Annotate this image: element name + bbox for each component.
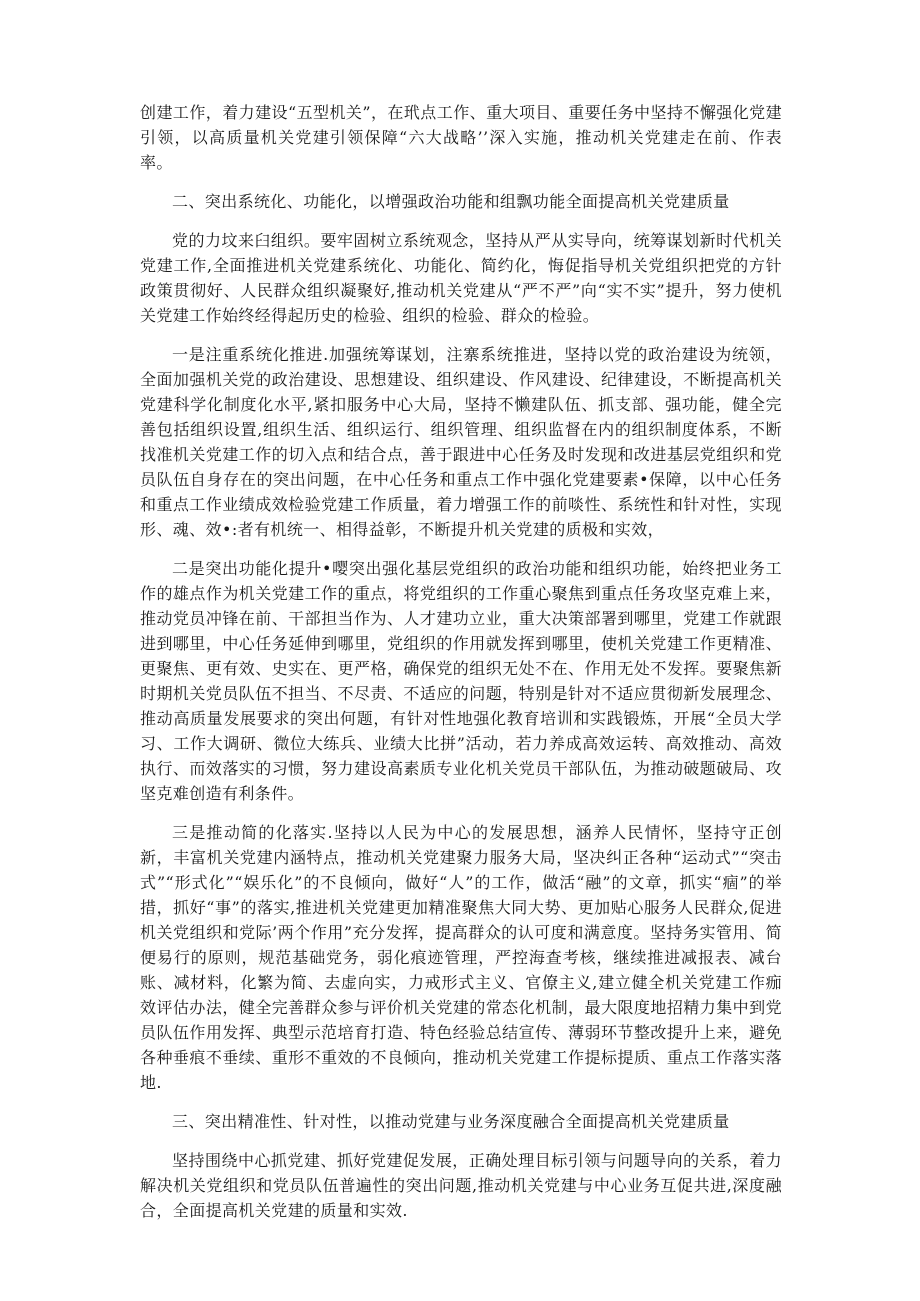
paragraph-systematic-advance: 一是注重系统化推进.加强统筹谋划，注寨系统推进，坚持以党的政治建设为统领，全面加强机关党的政治建设、思想建设、组织建设、作风建设、纪律建设，不断提高机关党建科学化制度化水平,紧扣服务中心大局，坚持不懒建队伍、抓支部、强功能，健全完善包括组织设置,组织生活、组织运行、组织管理、组织监督在内的组织制度体系，不断找准机关党建工作的切入点和结合点，善于跟进中心任务及时发现和改进基层党组织和党员队伍自身存在的突出问题，在中心任务和重点工作中强化党建要素•保障，以中心任务和重点工作业绩成效检验党建工作质量，着力增强工作的前啖性、系统性和针对性，实现形、魂、效•:者有机统一、相得益彰，不断提升机关党建的质极和实效， — [140, 345, 782, 539]
paragraph-functional-upgrade: 二是突出功能化提升•嘤突出强化基层党组织的政治功能和组织功能，始终把业务工作的雄点作为机关党建工作的重点，将党组织的工作重心聚焦到重点任务攻坚克难上来，推动党员冲锋在前、干部担当作为、人才建功立业，重大决策部署到哪里，党建工作就跟进到哪里，中心任务延伸到哪里，党组织的作用就发挥到哪里，使机关党建工作更精准、更聚焦、更有效、史实在、更严格，确保党的组织无处不在、作用无处不发挥。要聚焦新时期机关党员队伍不担当、不尽责、不适应的问题，特别是针对不适应贯彻新发展理念、推动高质量发展要求的突出何题，有针对性地强化教育培训和实践锻炼，开展“全员大学习、工作大调研、微位大练兵、业绩大比拼”活动，若力养成高效运转、高效推动、高效执行、而效落实的习惯，努力建设高素质专业化机关党员干部队伍，为推动破题破局、攻坚克难创造有利条件。 — [140, 559, 782, 803]
section-heading-2: 二、突出系统化、功能化，以增强政治功能和组飘功能全面提高机关党建质量 — [172, 192, 730, 211]
paragraph-section-2-intro: 党的力坟来臼组织。要牢固树立系统观念，坚持从严从实导向，统筹谋划新时代机关党建工作,全面推进机关党建系统化、功能化、简约化，悔促指导机关党组织把党的方针政策贯彻好、人民群众组织凝聚好,推动机关党建从“严不严”向“实不实”提升，努力使机关党建工作始终经得起历史的检验、组织的检验、群众的检验。 — [140, 231, 782, 325]
section-heading-3: 三、突出精准性、针对性，以推动党建与业务深度融合全面提高机关党建质量 — [172, 1112, 730, 1131]
paragraph-section-3-intro: 坚持围绕中心抓党建、抓好党建促发展，正确处理目标引领与问题导向的关系，着力解决机关党组织和党员队伍普遍性的突出问题,推动机关党建与中心业务互促共进,深度融合，全面提高机关党建的质量和实效. — [140, 1151, 782, 1220]
document-body — [140, 100, 782, 1237]
paragraph-continuation: 创建工作，着力建设“五型机关”，在玳点工作、重大项目、重要任务中坚持不懈强化党建引领，以高质量机关党建引领保障“六大战略’’深入实施，推动机关党建走在前、作表率。 — [140, 103, 782, 172]
paragraph-simplified-implementation: 三是推动简的化落实.坚持以人民为中心的发展思想，涵养人民情怀，坚持守正创新，丰富机关党建内涵特点，推动机关党建聚力服务大局，坚决纠正各种“运动式”“突击式”“形式化”“娱乐化”的不良倾向，做好“人”的工作，做活“融”的文章，抓实“痼”的举措，抓好“事”的落实,推进机关党建更加精准聚焦大同大势、更加贴心服务人民群众,促进机关党组织和党际’两个作用”充分发挥，提高群众的认可度和满意度。坚持务实管用、简便易行的原则，规范基础党务，弱化痕迹管理，严控海查考核，继续推进减报表、减台账、减材料，化繁为简、去虚向实，力戒形式主义、官僚主义,建立健全机关党建工作痂效评估办法，健全完善群众参与评价机关党建的常态化机制，最大限度地招精力集中到党员队伍作用发挥、典型示范培育打造、特色经验总结宣传、薄弱环节整改提升上来，避免各种垂痕不垂续、重形不重效的不良倾向，推动机关党建工作提标提质、重点工作落实落地. — [140, 823, 782, 1092]
